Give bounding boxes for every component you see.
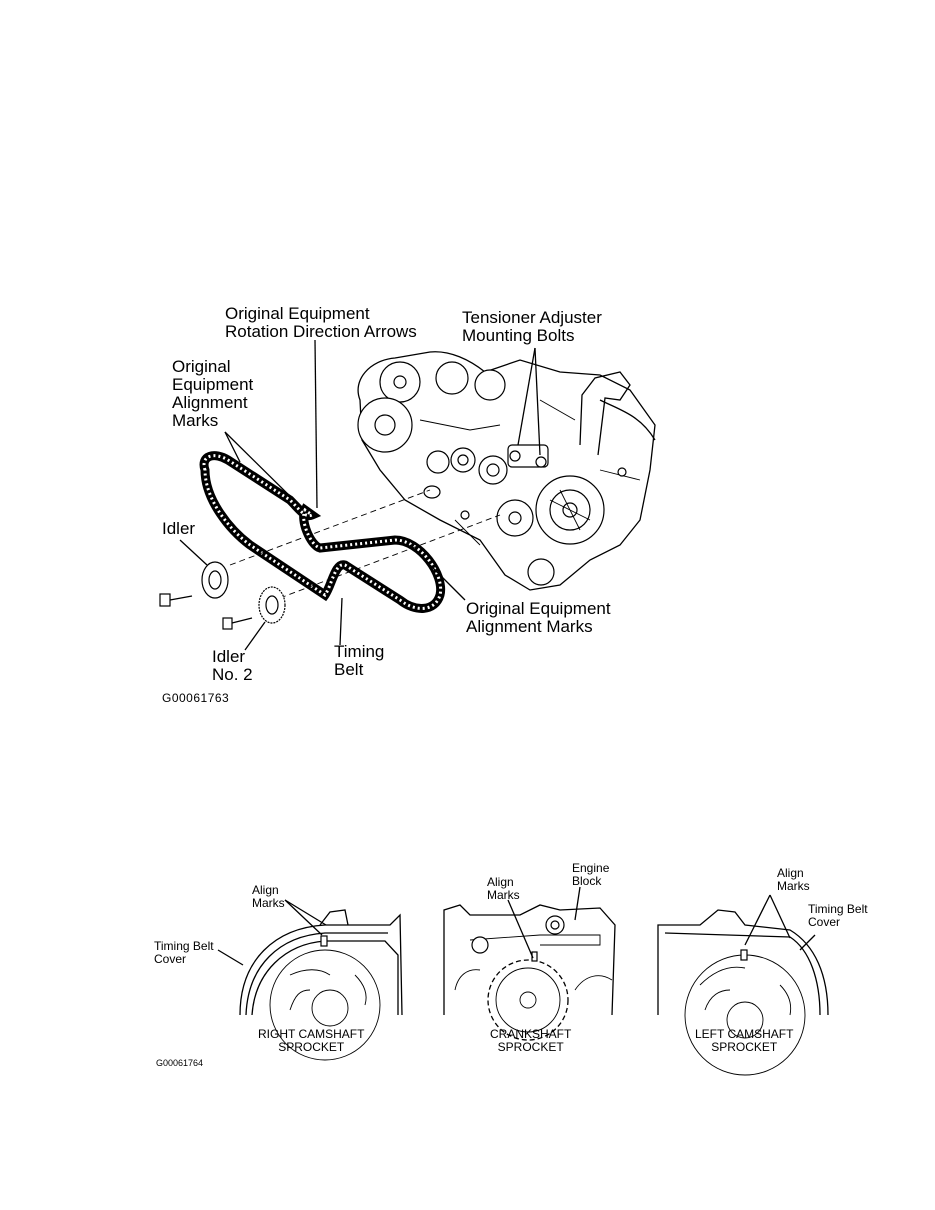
idler-label: Idler: [162, 519, 196, 538]
timing-belt-label: Timing Belt: [334, 642, 385, 679]
idler-no2-pulley: [259, 587, 285, 623]
right-cam-cover-label: Timing Belt Cover: [154, 939, 214, 966]
idler-bolt: [160, 594, 192, 606]
rotation-arrows-label: Original Equipment Rotation Direction Arrows: [225, 304, 417, 341]
left-cam-cover-label: Timing Belt Cover: [808, 902, 868, 929]
right-cam-align-label: Align Marks: [252, 883, 285, 910]
idler-no2-bolt: [223, 618, 252, 629]
engine-block-label: Engine Block: [572, 861, 610, 888]
right-cam-caption: RIGHT CAMSHAFT SPROCKET: [258, 1027, 365, 1054]
alignment-marks-right-label: Original Equipment Alignment Marks: [466, 599, 611, 636]
crankshaft-sprocket-drawing: [444, 887, 615, 1040]
figure1-code: G00061763: [162, 691, 230, 705]
crank-caption: CRANKSHAFT SPROCKET: [490, 1027, 572, 1054]
timing-belt: [204, 456, 441, 609]
left-cam-caption: LEFT CAMSHAFT SPROCKET: [695, 1027, 794, 1054]
idler-pulley: [202, 562, 228, 598]
engine-illustration: [358, 352, 655, 590]
tensioner-bolts-label: Tensioner Adjuster Mounting Bolts: [462, 308, 602, 345]
left-cam-align-label: Align Marks: [777, 866, 810, 893]
figure2-code: G00061764: [156, 1058, 204, 1068]
idler-no2-label: Idler No. 2: [212, 647, 253, 684]
alignment-marks-left-label: Original Equipment Alignment Marks: [172, 357, 254, 430]
crank-align-label: Align Marks: [487, 875, 520, 902]
